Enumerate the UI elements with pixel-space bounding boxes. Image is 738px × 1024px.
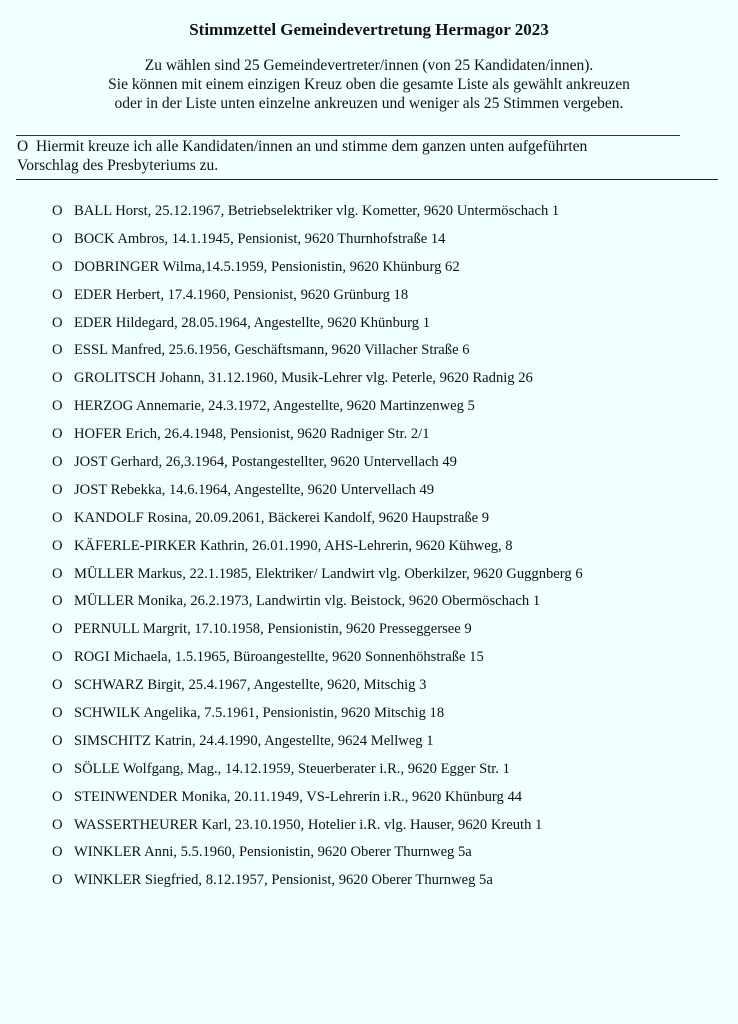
candidate-row <box>52 561 712 589</box>
candidate-label: GROLITSCH Johann, 31.12.1960, Musik-Lehrer vlg. Peterle, 9620 Radnig 26 <box>74 370 533 387</box>
candidate-label: WINKLER Anni, 5.5.1960, Pensionistin, 9620 Oberer Thurnweg 5a <box>74 844 472 861</box>
candidate-row <box>52 449 712 477</box>
candidate-label: STEINWENDER Monika, 20.11.1949, VS-Lehrerin i.R., 9620 Khünburg 44 <box>74 788 523 805</box>
candidate-checkbox[interactable]: O <box>52 370 63 387</box>
candidate-label: MÜLLER Monika, 26.2.1973, Landwirtin vlg. Beistock, 9620 Obermöschach 1 <box>74 593 541 610</box>
candidate-label: DOBRINGER Wilma,14.5.1959, Pensionistin, 9620 Khünburg 62 <box>74 258 460 275</box>
divider-bottom <box>16 179 718 180</box>
candidate-checkbox[interactable]: O <box>52 593 63 610</box>
candidate-checkbox[interactable]: O <box>52 481 63 498</box>
candidate-label: BALL Horst, 25.12.1967, Betriebselektriker vlg. Kometter, 9620 Untermöschach 1 <box>74 203 560 219</box>
candidate-label: WASSERTHEURER Karl, 23.10.1950, Hotelier i.R. vlg. Hauser, 9620 Kreuth 1 <box>74 816 543 833</box>
candidate-checkbox[interactable]: O <box>52 621 63 638</box>
candidate-label: WINKLER Siegfried, 8.12.1957, Pensionist, 9620 Oberer Thurnweg 5a <box>74 872 493 889</box>
divider-top <box>16 135 680 136</box>
candidate-label: ESSL Manfred, 25.6.1956, Geschäftsmann, 9620 Villacher Straße 6 <box>74 342 470 359</box>
candidate-row <box>52 393 712 421</box>
candidate-row <box>52 644 712 672</box>
candidate-checkbox[interactable]: O <box>52 760 63 777</box>
candidate-label: MÜLLER Markus, 22.1.1985, Elektriker/ Landwirt vlg. Oberkilzer, 9620 Guggnberg 6 <box>74 565 583 582</box>
candidate-checkbox[interactable]: O <box>52 732 63 749</box>
instructions <box>0 56 738 113</box>
candidate-checkbox[interactable]: O <box>52 844 63 861</box>
candidate-checkbox[interactable]: O <box>52 314 63 331</box>
candidate-label: PERNULL Margrit, 17.10.1958, Pensionistin, 9620 Presseggersee 9 <box>74 621 472 638</box>
candidate-list <box>52 198 712 895</box>
select-all-label: Hiermit kreuze ich alle Kandidaten/innen an und stimme dem ganzen unten aufgeführten <box>35 138 588 155</box>
candidate-checkbox[interactable]: O <box>52 342 63 359</box>
select-all-line-1 <box>17 137 717 156</box>
candidate-row <box>52 365 712 393</box>
candidate-row <box>52 226 712 254</box>
candidate-label: JOST Gerhard, 26,3.1964, Postangestellter, 9620 Untervellach 49 <box>74 454 457 471</box>
select-all-option <box>17 137 717 175</box>
candidate-label: SCHWILK Angelika, 7.5.1961, Pensionistin, 9620 Mitschig 18 <box>74 705 445 722</box>
candidate-checkbox[interactable]: O <box>52 203 63 219</box>
candidate-label: SÖLLE Wolfgang, Mag., 14.12.1959, Steuerberater i.R., 9620 Egger Str. 1 <box>74 760 510 777</box>
candidate-label: KÄFERLE-PIRKER Kathrin, 26.01.1990, AHS-Lehrerin, 9620 Kühweg, 8 <box>74 537 513 554</box>
candidate-row <box>52 616 712 644</box>
candidate-row <box>52 756 712 784</box>
candidate-checkbox[interactable]: O <box>52 509 63 526</box>
candidate-label: BOCK Ambros, 14.1.1945, Pensionist, 9620 Thurnhofstraße 14 <box>74 230 446 247</box>
candidate-row <box>52 505 712 533</box>
select-all-checkbox[interactable]: O <box>17 138 29 155</box>
candidate-row <box>52 477 712 505</box>
instruction-line-3: oder in der Liste unten einzelne ankreuzen und weniger als 25 Stimmen vergeben. <box>114 95 624 112</box>
candidate-label: HOFER Erich, 26.4.1948, Pensionist, 9620 Radniger Str. 2/1 <box>74 426 430 443</box>
candidate-row <box>52 588 712 616</box>
select-all-line-2: Vorschlag des Presbyteriums zu. <box>17 157 219 174</box>
candidate-checkbox[interactable]: O <box>52 398 63 415</box>
instruction-line-1: Zu wählen sind 25 Gemeindevertreter/innen (von 25 Kandidaten/innen). <box>144 57 594 74</box>
candidate-row <box>52 700 712 728</box>
ballot-title: Stimmzettel Gemeindevertretung Hermagor 2023 <box>189 20 549 39</box>
candidate-checkbox[interactable]: O <box>52 788 63 805</box>
candidate-row <box>52 282 712 310</box>
instruction-line-2: Sie können mit einem einzigen Kreuz oben die gesamte Liste als gewählt ankreuzen <box>108 76 630 93</box>
candidate-label: SCHWARZ Birgit, 25.4.1967, Angestellte, 9620, Mitschig 3 <box>74 677 427 694</box>
candidate-row <box>52 421 712 449</box>
candidate-row <box>52 867 712 895</box>
candidate-checkbox[interactable]: O <box>52 677 63 694</box>
candidate-checkbox[interactable]: O <box>52 649 63 666</box>
candidate-row <box>52 254 712 282</box>
candidate-label: EDER Hildegard, 28.05.1964, Angestellte, 9620 Khünburg 1 <box>74 314 431 331</box>
candidate-label: EDER Herbert, 17.4.1960, Pensionist, 9620 Grünburg 18 <box>74 286 409 303</box>
candidate-row <box>52 198 712 226</box>
candidate-checkbox[interactable]: O <box>52 286 63 303</box>
candidate-row <box>52 310 712 338</box>
candidate-label: ROGI Michaela, 1.5.1965, Büroangestellte, 9620 Sonnenhöhstraße 15 <box>74 649 484 666</box>
candidate-row <box>52 337 712 365</box>
candidate-checkbox[interactable]: O <box>52 705 63 722</box>
candidate-row <box>52 728 712 756</box>
candidate-row <box>52 784 712 812</box>
candidate-label: KANDOLF Rosina, 20.09.2061, Bäckerei Kandolf, 9620 Haupstraße 9 <box>74 509 490 526</box>
candidate-checkbox[interactable]: O <box>52 230 63 247</box>
candidate-label: JOST Rebekka, 14.6.1964, Angestellte, 9620 Untervellach 49 <box>74 481 435 498</box>
candidate-checkbox[interactable]: O <box>52 872 63 889</box>
candidate-checkbox[interactable]: O <box>52 454 63 471</box>
candidate-checkbox[interactable]: O <box>52 258 63 275</box>
candidate-row <box>52 672 712 700</box>
candidate-row <box>52 812 712 840</box>
candidate-checkbox[interactable]: O <box>52 537 63 554</box>
candidate-row <box>52 533 712 561</box>
candidate-checkbox[interactable]: O <box>52 816 63 833</box>
candidate-row <box>52 839 712 867</box>
candidate-checkbox[interactable]: O <box>52 565 63 582</box>
candidate-label: SIMSCHITZ Katrin, 24.4.1990, Angestellte, 9624 Mellweg 1 <box>74 732 434 749</box>
candidate-label: HERZOG Annemarie, 24.3.1972, Angestellte, 9620 Martinzenweg 5 <box>74 398 475 415</box>
candidate-checkbox[interactable]: O <box>52 426 63 443</box>
